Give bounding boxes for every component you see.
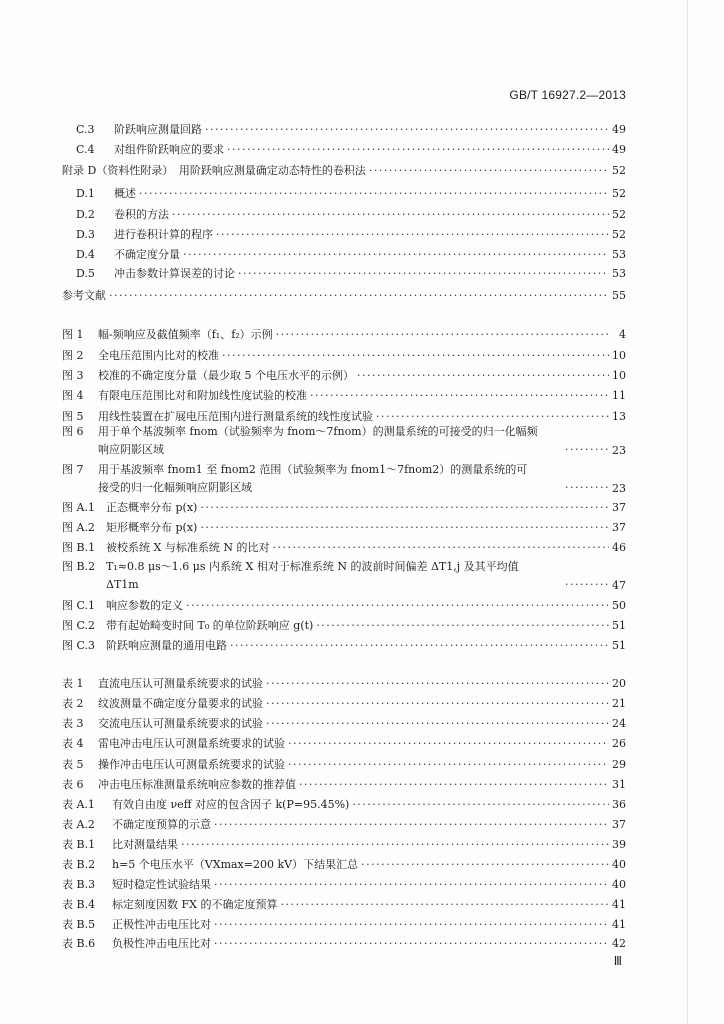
dot-leader (299, 777, 609, 793)
dot-leader (216, 227, 609, 243)
entry-number: 图 B.1 (62, 541, 96, 554)
entry-number: 图 5 (62, 410, 84, 423)
entry-number: 图 A.1 (62, 501, 95, 514)
dot-leader (183, 247, 609, 263)
entry-title: 直流电压认可测量系统要求的试验 (98, 677, 263, 690)
entry-title: 冲击参数计算误差的讨论 (114, 267, 235, 280)
dot-leader (266, 696, 609, 712)
entry-page: 52 (612, 208, 626, 221)
toc-figure-entry[interactable] (62, 540, 626, 556)
entry-page: 36 (612, 798, 626, 811)
entry-title: 负极性冲击电压比对 (112, 937, 211, 950)
toc-table-entry[interactable] (62, 857, 626, 873)
dot-leader (172, 207, 609, 223)
dot-leader (266, 716, 609, 732)
toc-figure-entry[interactable] (62, 598, 626, 614)
entry-page: 10 (612, 369, 626, 382)
entry-title: 阶跃响应测量的通用电路 (106, 639, 227, 652)
toc-table-entry[interactable] (62, 936, 626, 952)
entry-number: D.5 (76, 267, 95, 280)
entry-page: 20 (612, 677, 626, 690)
entry-number: 图 3 (62, 369, 84, 382)
toc-figure-entry[interactable] (62, 461, 626, 497)
entry-page: 40 (612, 878, 626, 891)
entry-title: 短时稳定性试验结果 (112, 878, 211, 891)
toc-entry[interactable] (76, 207, 626, 223)
entry-page: 51 (612, 639, 626, 652)
standard-number: GB/T 16927.2—2013 (509, 88, 626, 102)
entry-title: 幅-频响应及截值频率（f₁、f₂）示例 (98, 328, 273, 341)
toc-table-entry[interactable] (62, 696, 626, 712)
entry-page: 53 (612, 248, 626, 261)
entry-page: 53 (612, 267, 626, 280)
entry-page: 13 (612, 410, 626, 423)
entry-title: 纹波测量不确定度分量要求的试验 (98, 697, 263, 710)
dot-leader (266, 676, 609, 692)
entry-number: 表 4 (62, 737, 84, 750)
entry-page: 37 (612, 818, 626, 831)
entry-number: 图 4 (62, 389, 84, 402)
entry-title: 正态概率分布 p(x) (106, 501, 198, 514)
toc-table-entry[interactable] (62, 877, 626, 893)
entry-title: 被校系统 X 与标准系统 N 的比对 (106, 541, 270, 554)
toc-figure-entry[interactable] (62, 327, 626, 343)
toc-entry[interactable] (76, 266, 626, 282)
dot-leader (238, 266, 609, 282)
entry-number: D.3 (76, 228, 95, 241)
page-folio: Ⅲ (613, 954, 622, 968)
entry-title: 标定刻度因数 FX 的不确定度预算 (112, 898, 278, 911)
entry-title: T₁≈0.8 μs～1.6 μs 内系统 X 相对于标准系统 N 的波前时间偏差 ΔT1,j 及其平均值 ΔT1m (106, 560, 519, 591)
entry-number: 表 6 (62, 778, 84, 791)
toc-table-entry[interactable] (62, 817, 626, 833)
dot-leader (139, 186, 609, 202)
toc-table-entry[interactable] (62, 676, 626, 692)
entry-title: 不确定度分量 (114, 248, 180, 261)
entry-page: 55 (612, 289, 626, 302)
entry-title: 进行卷积计算的程序 (114, 228, 213, 241)
toc-entry-references[interactable] (62, 288, 626, 304)
entry-page: 41 (612, 918, 626, 931)
dot-leader (205, 122, 609, 138)
dot-leader (109, 288, 609, 304)
entry-title: 参考文献 (62, 289, 106, 302)
entry-title: 正极性冲击电压比对 (112, 918, 211, 931)
entry-number: 图 C.3 (62, 639, 96, 652)
entry-page: 49 (612, 123, 626, 136)
entry-number: C.4 (76, 143, 95, 156)
toc-entry[interactable] (62, 163, 626, 179)
entry-title: 有效自由度 νeff 对应的包含因子 k(P=95.45%) (112, 798, 350, 811)
entry-page: 46 (612, 541, 626, 554)
entry-title: 矩形概率分布 p(x) (106, 521, 198, 534)
entry-title: 冲击电压标准测量系统响应参数的推荐值 (98, 778, 296, 791)
dot-leader (200, 520, 609, 536)
entry-title: 对组件阶跃响应的要求 (114, 143, 224, 156)
dot-leader (272, 540, 609, 556)
entry-number: 图 C.1 (62, 599, 96, 612)
entry-page: 41 (612, 898, 626, 911)
entry-page: 40 (612, 858, 626, 871)
entry-number: D.1 (76, 187, 95, 200)
entry-page: 37 (612, 501, 626, 514)
toc-entry[interactable] (76, 186, 626, 202)
toc-table-entry[interactable] (62, 797, 626, 813)
dot-leader (288, 736, 609, 752)
entry-page: 29 (612, 758, 626, 771)
entry-number: D.4 (76, 248, 95, 261)
entry-number: 表 A.1 (62, 798, 95, 811)
dot-leader (280, 897, 609, 913)
toc-table-entry[interactable] (62, 837, 626, 853)
entry-page: 21 (612, 697, 626, 710)
toc-entry[interactable] (76, 122, 626, 138)
entry-page: 47 (612, 579, 626, 592)
entry-number: 图 7 (62, 463, 84, 476)
entry-page: 42 (612, 937, 626, 950)
toc-table-entry[interactable] (62, 757, 626, 773)
dot-leader (214, 936, 609, 952)
toc-figure-entry[interactable] (62, 423, 626, 459)
entry-number: D.2 (76, 208, 95, 221)
dot-leader (565, 577, 609, 593)
toc-figure-entry[interactable] (62, 558, 626, 594)
toc-figure-entry[interactable] (62, 520, 626, 536)
toc-entry[interactable] (76, 227, 626, 243)
dot-leader (222, 348, 609, 364)
dot-leader (357, 368, 609, 384)
entry-title: 交流电压认可测量系统要求的试验 (98, 717, 263, 730)
entry-title: 不确定度预算的示意 (112, 818, 211, 831)
toc-table-entry[interactable] (62, 716, 626, 732)
dot-leader (565, 480, 609, 496)
entry-number: 表 2 (62, 697, 84, 710)
dot-leader (230, 638, 609, 654)
entry-number: 表 5 (62, 758, 84, 771)
entry-title: 用于基波频率 fnom1 至 fnom2 范围（试验频率为 fnom1～7fnom2）的测量系统的可接受的归一化幅频响应阴影区域 (98, 463, 528, 494)
entry-title: 有限电压范围比对和附加线性度试验的校准 (98, 389, 307, 402)
dot-leader (316, 618, 609, 634)
toc-entry[interactable] (76, 247, 626, 263)
entry-page: 49 (612, 143, 626, 156)
entry-page: 52 (612, 164, 626, 177)
entry-number: 表 B.2 (62, 858, 96, 871)
entry-page: 50 (612, 599, 626, 612)
entry-number: 附录 D (62, 164, 97, 177)
entry-title: 响应参数的定义 (106, 599, 183, 612)
toc-table-entry[interactable] (62, 917, 626, 933)
entry-title: 用于单个基波频率 fnom（试验频率为 fnom～7fnom）的测量系统的可接受的归一化幅频响应阴影区域 (98, 425, 538, 456)
dot-leader (310, 388, 609, 404)
entry-page: 39 (612, 838, 626, 851)
entry-title: 操作冲击电压认可测量系统要求的试验 (98, 758, 285, 771)
entry-title: 比对测量结果 (112, 838, 178, 851)
entry-page: 26 (612, 737, 626, 750)
entry-number: 表 1 (62, 677, 84, 690)
dot-leader (186, 598, 609, 614)
toc-table-entry[interactable] (62, 777, 626, 793)
dot-leader (227, 142, 609, 158)
dot-leader (369, 163, 609, 179)
toc-figure-entry[interactable] (62, 638, 626, 654)
dot-leader (565, 442, 609, 458)
entry-page: 11 (612, 389, 626, 402)
toc-figure-entry[interactable] (62, 348, 626, 364)
entry-title: 雷电冲击电压认可测量系统要求的试验 (98, 737, 285, 750)
entry-title: 带有起始畸变时间 T₀ 的单位阶跃响应 g(t) (106, 619, 314, 632)
dot-leader (200, 500, 609, 516)
entry-page: 23 (612, 444, 626, 457)
entry-number: 表 B.3 (62, 878, 96, 891)
dot-leader (214, 817, 609, 833)
dot-leader (214, 877, 609, 893)
entry-number: 表 B.5 (62, 918, 96, 931)
entry-page: 52 (612, 228, 626, 241)
dot-leader (214, 917, 609, 933)
dot-leader (181, 837, 609, 853)
entry-title: 校准的不确定度分量（最少取 5 个电压水平的示例） (98, 369, 354, 382)
toc-figure-entry[interactable] (62, 368, 626, 384)
entry-title: 用线性装置在扩展电压范围内进行测量系统的线性度试验 (98, 410, 373, 423)
toc-figure-entry[interactable] (62, 618, 626, 634)
dot-leader (288, 757, 609, 773)
entry-title: 概述 (114, 187, 136, 200)
entry-page: 51 (612, 619, 626, 632)
entry-number: 图 C.2 (62, 619, 96, 632)
toc-figure-entry[interactable] (62, 500, 626, 516)
entry-page: 37 (612, 521, 626, 534)
toc-entry[interactable] (76, 142, 626, 158)
entry-number: 图 2 (62, 349, 84, 362)
entry-page: 24 (612, 717, 626, 730)
entry-title: 卷积的方法 (114, 208, 169, 221)
toc-table-entry[interactable] (62, 736, 626, 752)
entry-number: 图 1 (62, 328, 84, 341)
entry-page: 52 (612, 187, 626, 200)
entry-number: 表 A.2 (62, 818, 95, 831)
entry-page: 10 (612, 349, 626, 362)
entry-page: 23 (612, 482, 626, 495)
entry-number: 表 3 (62, 717, 84, 730)
toc-table-entry[interactable] (62, 897, 626, 913)
scan-edge-line (687, 0, 688, 1024)
entry-number: 表 B.6 (62, 937, 96, 950)
entry-page: 4 (619, 328, 626, 341)
entry-number: 图 B.2 (62, 560, 96, 573)
entry-number: 表 B.1 (62, 838, 96, 851)
entry-number: 表 B.4 (62, 898, 96, 911)
entry-number: 图 6 (62, 425, 84, 438)
entry-number: 图 A.2 (62, 521, 95, 534)
entry-title: 全电压范围内比对的校准 (98, 349, 219, 362)
entry-title: （资料性附录） 用阶跃响应测量确定动态特性的卷积法 (96, 164, 366, 177)
entry-page: 31 (612, 778, 626, 791)
entry-title: 阶跃响应测量回路 (114, 123, 202, 136)
dot-leader (276, 327, 609, 343)
dot-leader (361, 857, 609, 873)
toc-figure-entry[interactable] (62, 388, 626, 404)
dot-leader (352, 797, 609, 813)
entry-title: h=5 个电压水平（VXmax=200 kV）下结果汇总 (112, 858, 359, 871)
entry-number: C.3 (76, 123, 95, 136)
